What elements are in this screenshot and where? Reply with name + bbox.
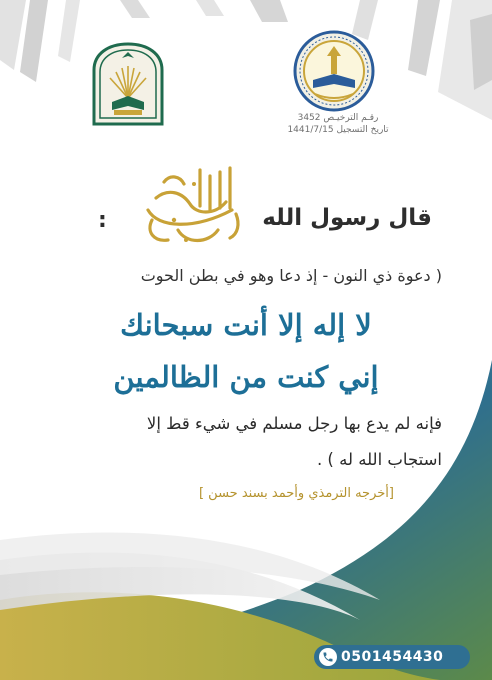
registration-date: تاريخ التسجيل 1441/7/15 xyxy=(287,125,389,135)
top-stripes xyxy=(0,0,492,120)
license-info xyxy=(268,112,408,136)
license-number: رقـم الترخيـص 3452 xyxy=(297,113,379,123)
hadith-source: [أخرجه الترمذي وأحمد بسند حسن ] xyxy=(198,486,394,501)
association-seal-logo xyxy=(293,30,375,112)
verse-line-2: إني كنت من الظالمين xyxy=(113,360,379,394)
ministry-emblem-logo xyxy=(88,40,168,126)
heading-colon: : xyxy=(98,208,107,233)
phone-contact-button[interactable] xyxy=(314,645,470,669)
bottom-waves xyxy=(0,360,492,680)
intro-line: ( دعوة ذي النون - إذ دعا وهو في بطن الحوت xyxy=(140,266,442,285)
verse-line-1: لا إله إلا أنت سبحانك xyxy=(120,308,372,342)
salawat-calligraphy xyxy=(134,158,246,250)
body-line-1: فإنه لم يدع بها رجل مسلم في شيء قط إلا xyxy=(146,414,442,433)
phone-number: 0501454430 xyxy=(341,649,444,665)
prophet-said-heading: قال رسول الله xyxy=(262,205,432,231)
body-line-2: استجاب الله له ) . xyxy=(316,450,442,469)
phone-icon xyxy=(319,648,337,666)
